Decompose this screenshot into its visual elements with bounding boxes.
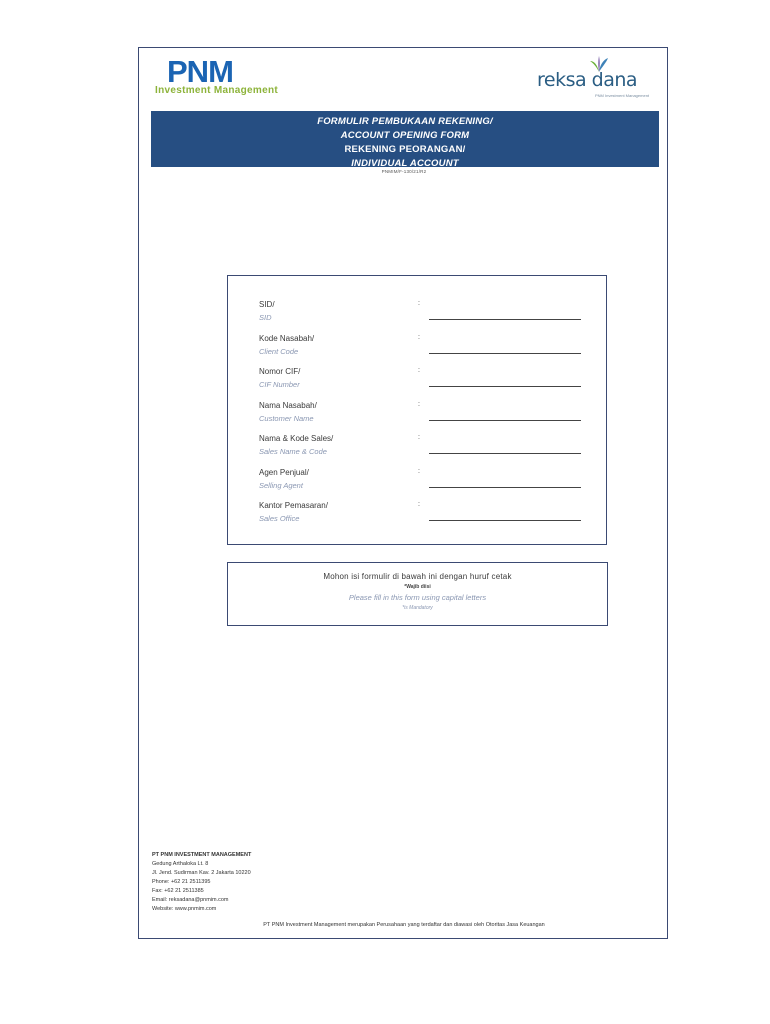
customer-name-input-line[interactable] — [429, 420, 581, 421]
company-name: PT PNM INVESTMENT MANAGEMENT — [152, 852, 252, 858]
field-colon: : — [418, 400, 420, 408]
field-colon: : — [418, 300, 420, 307]
company-contact-block — [152, 851, 251, 914]
mandatory-note-en: *is Mandatory — [402, 605, 433, 611]
field-customer-name — [259, 401, 589, 435]
selling-agent-input-line[interactable] — [429, 487, 581, 488]
field-label: Agen Penjual/ — [259, 467, 309, 477]
company-website: Website: www.pnmim.com — [152, 906, 217, 912]
reksa-dana-logo — [537, 55, 650, 103]
title-line-3: REKENING PEORANGAN/ — [344, 144, 466, 155]
field-label: Nama Nasabah/ — [259, 400, 317, 410]
field-label-en: Sales Name & Code — [259, 447, 327, 456]
field-label-en: SID — [259, 313, 272, 322]
field-colon: : — [418, 501, 420, 508]
account-fields-box — [227, 275, 607, 545]
title-banner — [151, 111, 659, 167]
form-code: PNMIM/F-130/21/R2 — [381, 169, 427, 174]
field-label: SID/ — [259, 300, 275, 309]
pnm-logo-subtitle: Investment Management — [155, 85, 278, 96]
reksa-dana-logo-text: reksa dana — [537, 69, 638, 91]
title-line-2: ACCOUNT OPENING FORM — [340, 130, 470, 141]
field-label: Kode Nasabah/ — [259, 333, 315, 343]
field-label: Nama & Kode Sales/ — [259, 434, 334, 443]
regulatory-note: PT PNM Investment Management merupakan Perusahaan yang terdaftar dan diawasi oleh Otoritas Jasa Keuangan — [263, 922, 545, 928]
field-client-code — [259, 334, 589, 368]
field-label: Nomor CIF/ — [259, 367, 301, 376]
instruction-text-id: Mohon isi formulir di bawah ini dengan huruf cetak — [323, 572, 512, 581]
field-label-en: Sales Office — [259, 514, 300, 523]
field-label-en: Customer Name — [259, 413, 314, 423]
field-label-en: Selling Agent — [259, 480, 303, 490]
company-address-line-1: Gedung Arthaloka Lt. 8 — [152, 861, 209, 867]
form-page — [138, 47, 668, 939]
sid-input-line[interactable] — [429, 319, 581, 320]
company-phone: Phone: +62 21 2511395 — [152, 879, 211, 885]
sales-office-input-line[interactable] — [429, 520, 581, 521]
client-code-input-line[interactable] — [429, 353, 581, 354]
instruction-notice-box — [227, 562, 608, 626]
title-line-1: FORMULIR PEMBUKAAN REKENING/ — [317, 116, 493, 127]
field-label: Kantor Pemasaran/ — [259, 501, 328, 510]
mandatory-note-id: *Wajib diisi — [404, 584, 431, 590]
field-sales-name-code — [259, 434, 589, 468]
reksa-dana-tagline: PNM Investment Management — [595, 93, 650, 98]
sales-name-code-input-line[interactable] — [429, 453, 581, 454]
field-label-en: Client Code — [259, 346, 299, 356]
instruction-text-en: Please fill in this form using capital letters — [348, 593, 487, 602]
field-selling-agent — [259, 468, 589, 502]
field-sales-office — [259, 501, 589, 535]
field-cif-number — [259, 367, 589, 401]
title-line-4: INDIVIDUAL ACCOUNT — [351, 158, 459, 169]
field-colon: : — [418, 367, 420, 374]
company-fax: Fax: +62 21 2511385 — [152, 888, 204, 894]
company-email: Email: reksadana@pnmim.com — [152, 897, 229, 903]
field-colon: : — [418, 467, 420, 475]
field-label-en: CIF Number — [259, 380, 300, 389]
field-colon: : — [418, 333, 420, 341]
field-sid — [259, 300, 589, 334]
company-address-line-2: Jl. Jend. Sudirman Kav. 2 Jakarta 10220 — [152, 870, 251, 876]
cif-number-input-line[interactable] — [429, 386, 581, 387]
pnm-logo — [155, 54, 278, 96]
pnm-logo-text: PNM — [167, 54, 233, 89]
field-colon: : — [418, 434, 420, 441]
